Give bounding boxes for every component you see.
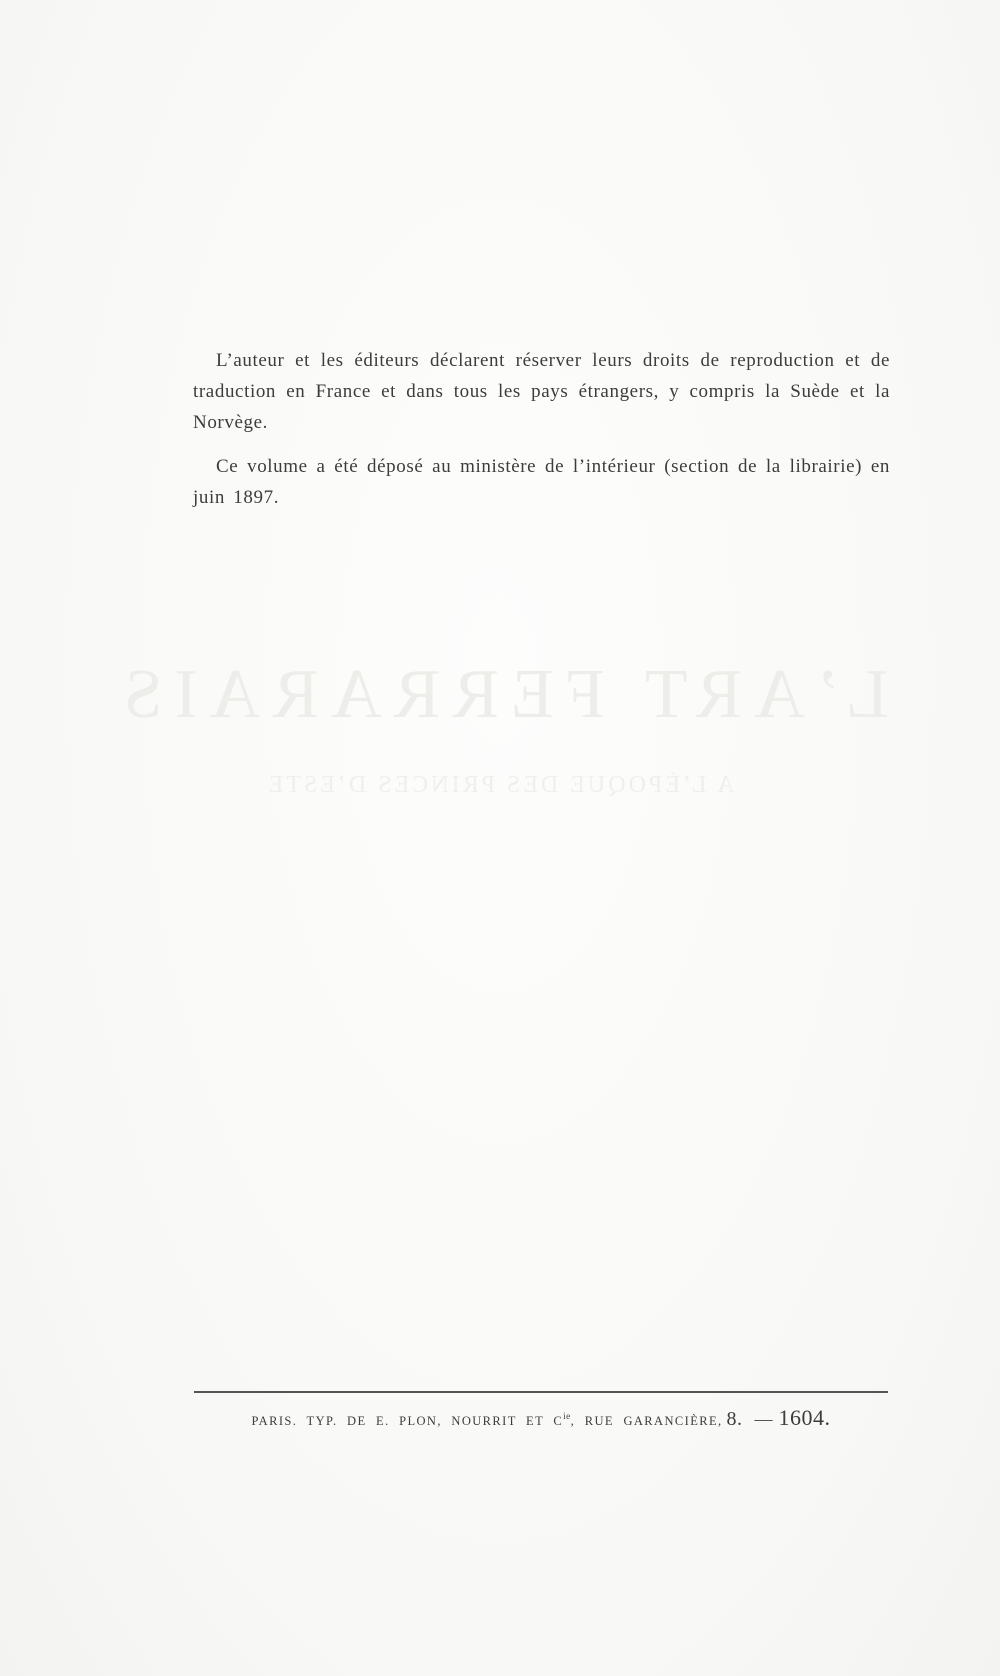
deposit-paragraph: Ce volume a été déposé au ministère de l’intérieur (section de la librairie) en juin 1897. [193,456,890,508]
imprint-prefix: PARIS. TYP. DE E. PLON, NOURRIT ET C [251,1414,564,1428]
printer-imprint [194,1405,888,1431]
rights-notice [193,345,890,513]
show-through-title: L’ART FERRARAIS [111,656,889,733]
imprint-superscript: ie [563,1411,571,1421]
rights-paragraph: L’auteur et les éditeurs déclarent réserver leurs droits de reproduction et de traduction en France et dans tous les pays étrangers, y compris la Suède et la Norvège. [193,350,890,433]
imprint-rule [194,1391,888,1393]
show-through-subtitle: A L’ÉPOQUE DES PRINCES D’ESTE [265,772,735,798]
imprint-separator: — [754,1409,773,1429]
imprint-street-number: 8. [726,1408,743,1430]
imprint-street: , RUE GARANCIÈRE, [570,1414,723,1428]
imprint-job-number: 1604. [778,1405,831,1430]
